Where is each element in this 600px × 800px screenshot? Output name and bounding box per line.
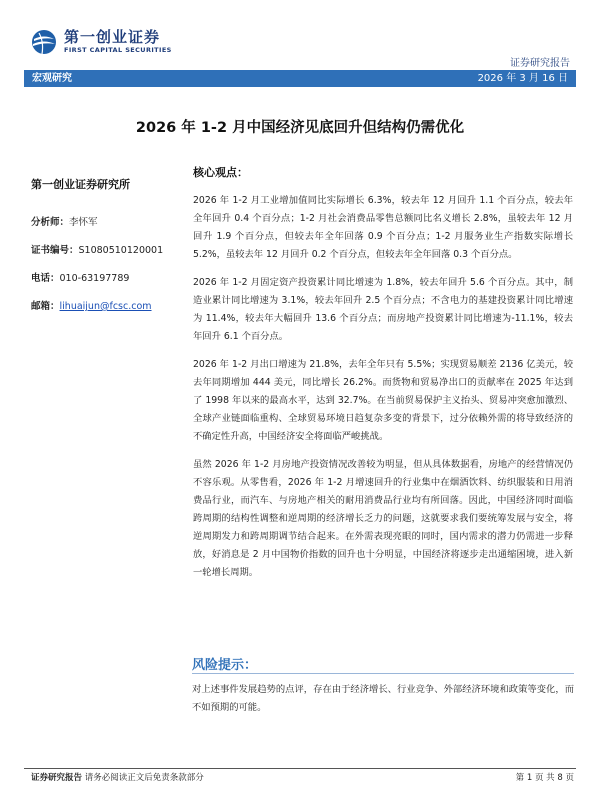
globe-logo-icon (30, 28, 58, 56)
page-number: 第 1 页 共 8 页 (515, 773, 574, 783)
license-number: S1080510120001 (78, 245, 164, 256)
analyst-name: 李怀军 (69, 217, 98, 228)
logo-name-en: FIRST CAPITAL SECURITIES (64, 46, 172, 54)
footer-disclaimer (31, 771, 204, 783)
author-sidebar (31, 176, 181, 326)
institution-name: 第一创业证券研究所 (31, 178, 130, 191)
core-views-section (193, 164, 573, 592)
email-row (31, 298, 181, 312)
paragraph-production: 2026 年 1-2 月工业增加值同比实际增长 6.3%，较去年 12 月回升 1.1 个百分点，较去年全年回升 0.4 个百分点；1-2 月社会消费品零售总额同比名义增长 2.8%，虽较去年 12 月回升 1.9 个百分点，但较去年全年回落 0.9 个百分点；1-2 月服务业生产指数实际增长 5.2%，虽较去年 12 月回升 0.2 个百分点，但较去年全年回落 0.3 个百分点。 (193, 195, 573, 260)
phone-row (31, 270, 181, 284)
core-views-title: 核心观点： (193, 166, 248, 179)
paragraph-exports: 2026 年 1-2 月出口增速为 21.8%，去年全年只有 5.5%；实现贸易顺差 2136 亿美元，较去年同期增加 444 美元，同比增长 26.2%。而货物和贸易净出口的贡献率在 2025 年达到了 1998 年以来的最高水平，达到 32.7%。在当前贸易保护主义抬头、贸易冲突愈加激烈、全球产业链面临重构、全球贸易环境日趋复杂多变的背景下，过分依赖外需的将导致经济的不确定性升高，中国经济安全将面临严峻挑战。 (193, 359, 573, 442)
license-label: 证书编号： (31, 245, 79, 256)
footer-report-label: 证券研究报告 (31, 773, 83, 783)
license-row (31, 242, 181, 256)
risk-divider (192, 673, 574, 674)
page-header (0, 0, 600, 70)
footer-note: 请务必阅读正文后免责条款部分 (84, 773, 204, 783)
report-title: 2026 年 1-2 月中国经济见底回升但结构仍需优化 (135, 120, 465, 136)
email-label: 邮箱： (31, 301, 60, 312)
footer-divider (24, 768, 576, 769)
analyst-row (31, 214, 181, 228)
risk-title: 风险提示： (192, 658, 258, 673)
phone-number: 010-63197789 (59, 273, 130, 284)
phone-label: 电话： (31, 273, 60, 284)
section-band (24, 70, 576, 87)
email-link[interactable]: lihuaijun@fcsc.com (59, 301, 152, 312)
paragraph-investment: 2026 年 1-2 月固定资产投资累计同比增速为 1.8%，较去年回升 5.6 个百分点。其中，制造业累计同比增速为 3.1%，较去年回升 2.5 个百分点；不含电力的基建投资累计同比增速为 11.4%，较去年大幅回升 13.6 个百分点；而房地产投资累计同比增速为-11.1%，较去年回升 6.1 个百分点。 (193, 277, 573, 342)
paragraph-outlook: 虽然 2026 年 1-2 月房地产投资情况改善较为明显，但从具体数据看，房地产的经营情况仍不容乐观。从零售看，2026 年 1-2 月增速回升的行业集中在烟酒饮料、纺织服装和日用消费品行业，而汽车、与房地产相关的耐用消费品行业均有所回落。因此，中国经济同时面临跨周期的结构性调整和逆周期的经济增长乏力的问题，这就要求我们要统筹发展与安全，将逆周期发力和跨周期调节结合起来。在外需表现亮眼的同时，国内需求的潜力仍需进一步释放，好消息是 2 月中国物价指数的回升也十分明显，中国经济将逐步走出通缩困境，进入新一轮增长周期。 (193, 459, 573, 578)
analyst-label: 分析师： (31, 217, 70, 228)
logo-name-cn: 第一创业证券 (64, 28, 161, 46)
report-type: 证券研究报告 (510, 58, 570, 69)
section-label: 宏观研究 (32, 73, 72, 84)
company-logo (30, 28, 172, 56)
risk-text: 对上述事件发展趋势的点评，存在由于经济增长、行业竞争、外部经济环境和政策等变化，而不如预期的可能。 (192, 684, 574, 713)
report-date: 2026 年 3 月 16 日 (477, 73, 568, 84)
